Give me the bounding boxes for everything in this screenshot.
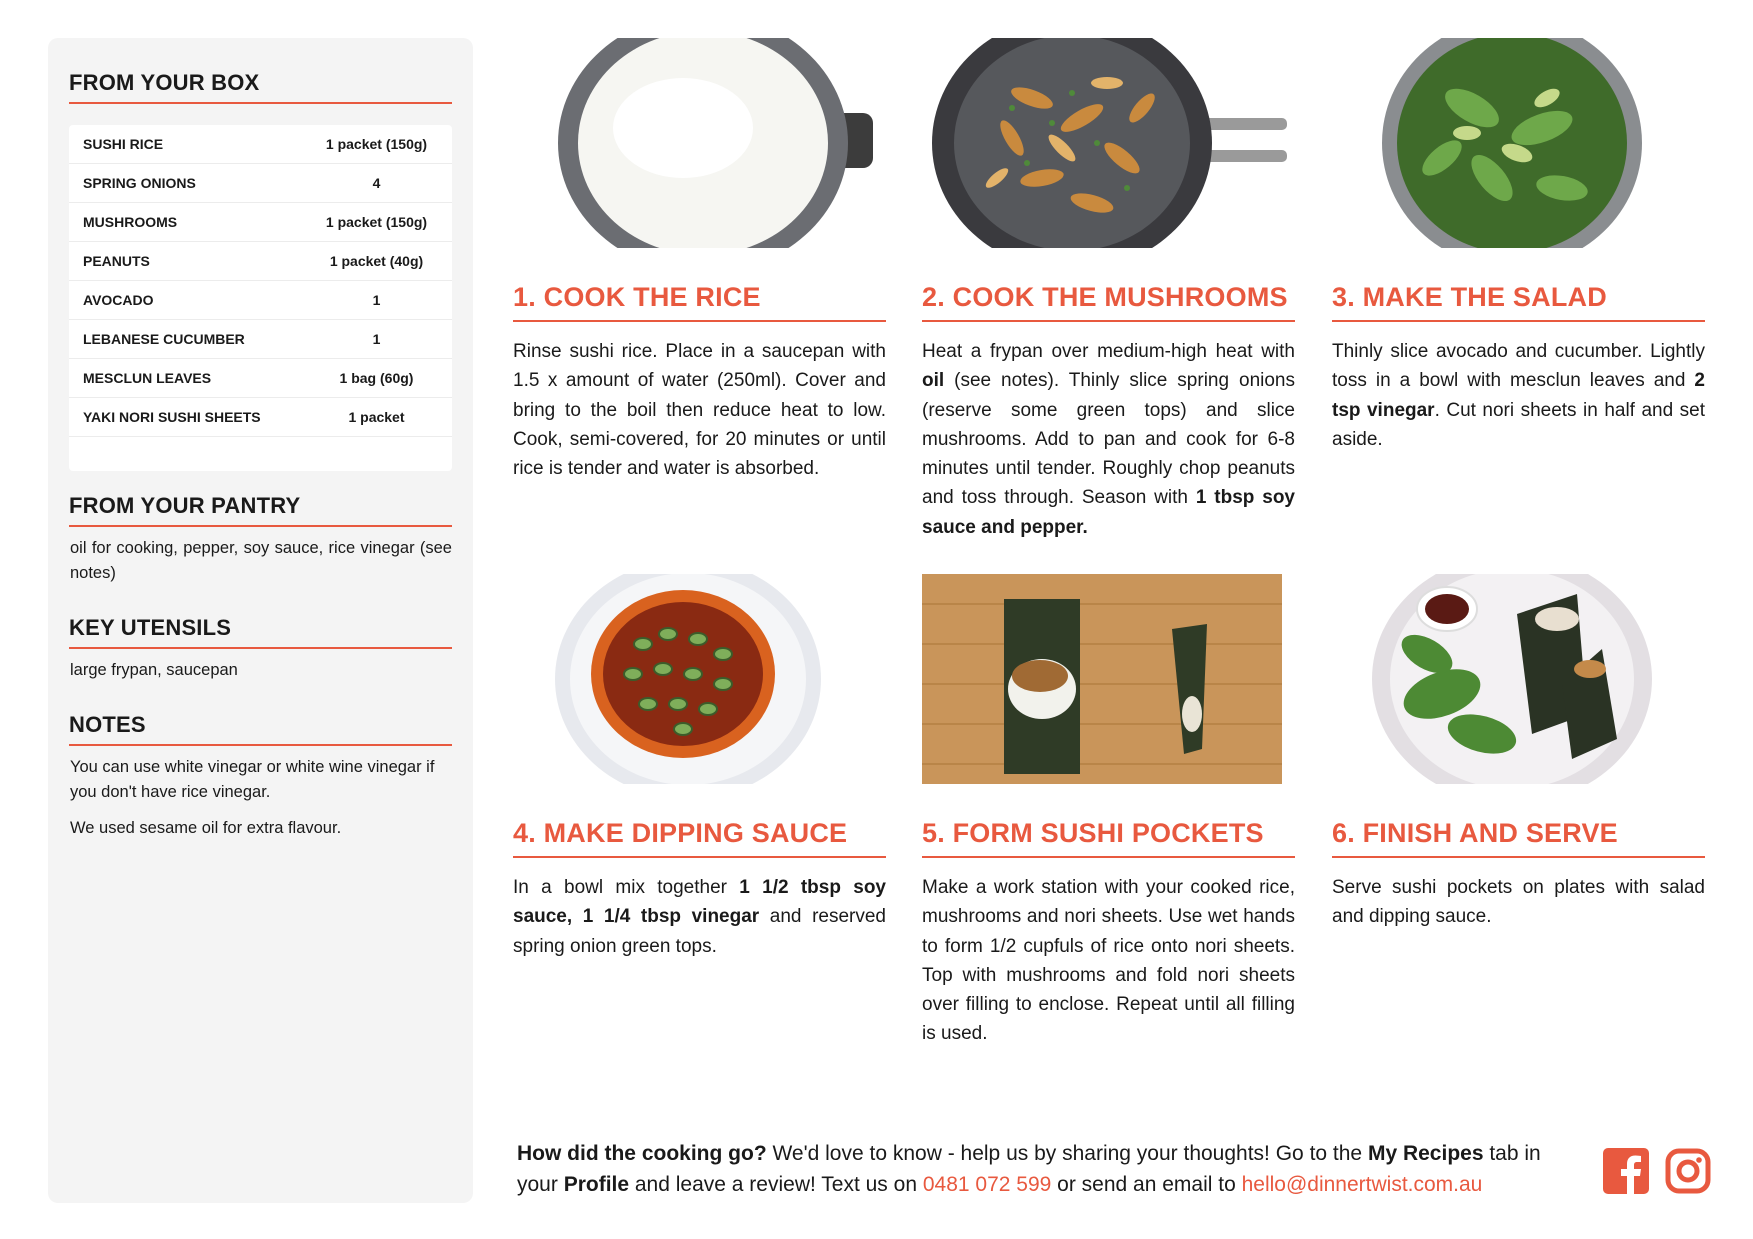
emphasis-text: 1 1/2 tbsp soy sauce, 1 1/4 tbsp vinegar: [513, 877, 886, 928]
ingredient-quantity: 1 packet (40g): [329, 253, 424, 269]
step-1: [513, 38, 886, 480]
ingredient-quantity: 1 packet: [348, 409, 405, 425]
step-6-body: Serve sushi pockets on plates with salad and dipping sauce.: [1332, 877, 1705, 928]
ingredient-row: [69, 203, 452, 242]
contact-link[interactable]: 0481 072 599: [922, 1173, 1052, 1196]
ingredient-quantity: 1 bag (60g): [339, 370, 414, 386]
emphasis-text: Profile: [563, 1173, 630, 1196]
step-4-body: In a bowl mix together 1 1/2 tbsp soy sauce, 1 1/4 tbsp vinegar and reserved spring onion green tops.: [513, 877, 886, 957]
notes-text-1: You can use white vinegar or white wine vinegar if you don't have rice vinegar.: [70, 758, 435, 801]
contact-link[interactable]: hello@dinnertwist.com.au: [1241, 1173, 1483, 1196]
step-2-body: Heat a frypan over medium-high heat with oil (see notes). Thinly slice spring onions (reserve some green tops) and slice mushrooms. Add to pan and cook for 6-8 minutes until tender. Roughly chop peanuts and toss through. Season with 1 tbsp soy sauce and pepper.: [922, 341, 1295, 538]
ingredient-row: [69, 320, 452, 359]
box-ingredients-table: [69, 125, 452, 471]
ingredient-name: SUSHI RICE: [83, 136, 164, 152]
step-3-title: 3. MAKE THE SALAD: [1332, 282, 1705, 322]
instagram-icon[interactable]: [1665, 1148, 1711, 1194]
ingredient-name: YAKI NORI SUSHI SHEETS: [83, 409, 261, 425]
from-your-pantry-heading: FROM YOUR PANTRY: [69, 493, 452, 527]
ingredient-row: [69, 398, 452, 437]
step-6-title: 6. FINISH AND SERVE: [1332, 818, 1705, 858]
step-1-body: Rinse sushi rice. Place in a saucepan with 1.5 x amount of water (250ml). Cover and bring to the boil then reduce heat to low. Cook, semi-covered, for 20 minutes or until rice is tender and water is absorbed.: [513, 341, 886, 480]
feedback-footer: How did the cooking go? We'd love to know - help us by sharing your thoughts! Go to the My Recipes tab in your Profile and leave a review! Text us on 0481 072 599 or send an email to hello@dinnertwist.com.au: [517, 1142, 1541, 1196]
dipping-sauce-bowl-image: [513, 574, 886, 784]
served-plate-image: [1332, 574, 1705, 784]
ingredient-name: MUSHROOMS: [83, 214, 178, 230]
step-5: [922, 574, 1295, 1045]
step-1-title: 1. COOK THE RICE: [513, 282, 886, 322]
ingredient-quantity: 1: [372, 331, 381, 347]
ingredient-row: [69, 125, 452, 164]
cooked-rice-in-pot-image: [513, 38, 886, 248]
notes-text-2: We used sesame oil for extra flavour.: [70, 819, 342, 837]
step-5-body: Make a work station with your cooked rice, mushrooms and nori sheets. Use wet hands to form 1/2 cupfuls of rice onto nori sheets. Top with mushrooms and fold nori sheets over filling to enclose. Repeat until all filling is used.: [922, 877, 1295, 1045]
salad-bowl-image: [1332, 38, 1705, 248]
step-3-body: Thinly slice avocado and cucumber. Lightly toss in a bowl with mesclun leaves and 2 tsp vinegar. Cut nori sheets in half and set aside.: [1332, 341, 1705, 450]
from-your-box-heading: FROM YOUR BOX: [69, 70, 452, 104]
ingredient-name: PEANUTS: [83, 253, 150, 269]
step-4-title: 4. MAKE DIPPING SAUCE: [513, 818, 886, 858]
step-5-title: 5. FORM SUSHI POCKETS: [922, 818, 1295, 858]
step-6: [1332, 574, 1705, 928]
step-4: [513, 574, 886, 957]
ingredient-row: [69, 281, 452, 320]
emphasis-text: My Recipes: [1367, 1142, 1484, 1165]
ingredient-quantity: 1: [372, 292, 381, 308]
ingredient-name: SPRING ONIONS: [83, 175, 196, 191]
step-3: [1332, 38, 1705, 450]
emphasis-text: oil: [922, 370, 945, 392]
step-2: [922, 38, 1295, 538]
key-utensils-heading: KEY UTENSILS: [69, 615, 452, 649]
notes-heading: NOTES: [69, 712, 452, 746]
emphasis-text: 2 tsp vinegar: [1332, 370, 1705, 421]
ingredient-name: MESCLUN LEAVES: [83, 370, 212, 386]
ingredient-row: [69, 242, 452, 281]
ingredient-name: LEBANESE CUCUMBER: [83, 331, 245, 347]
ingredient-name: AVOCADO: [83, 292, 154, 308]
ingredient-quantity: 4: [372, 175, 381, 191]
mushrooms-in-frypan-image: [922, 38, 1295, 248]
ingredient-quantity: 1 packet (150g): [325, 136, 428, 152]
ingredient-row: [69, 359, 452, 398]
utensils-text: large frypan, saucepan: [70, 661, 238, 679]
ingredients-sidebar: [48, 38, 473, 1203]
ingredient-quantity: 1 packet (150g): [325, 214, 428, 230]
nori-sheets-on-board-image: [922, 574, 1295, 784]
facebook-icon[interactable]: [1603, 1148, 1649, 1194]
pantry-text: oil for cooking, pepper, soy sauce, rice vinegar (see notes): [70, 539, 452, 582]
emphasis-text: How did the cooking go?: [517, 1142, 767, 1165]
step-2-title: 2. COOK THE MUSHROOMS: [922, 282, 1295, 322]
ingredient-row: [69, 164, 452, 203]
emphasis-text: 1 tbsp soy sauce and pepper.: [922, 487, 1295, 538]
